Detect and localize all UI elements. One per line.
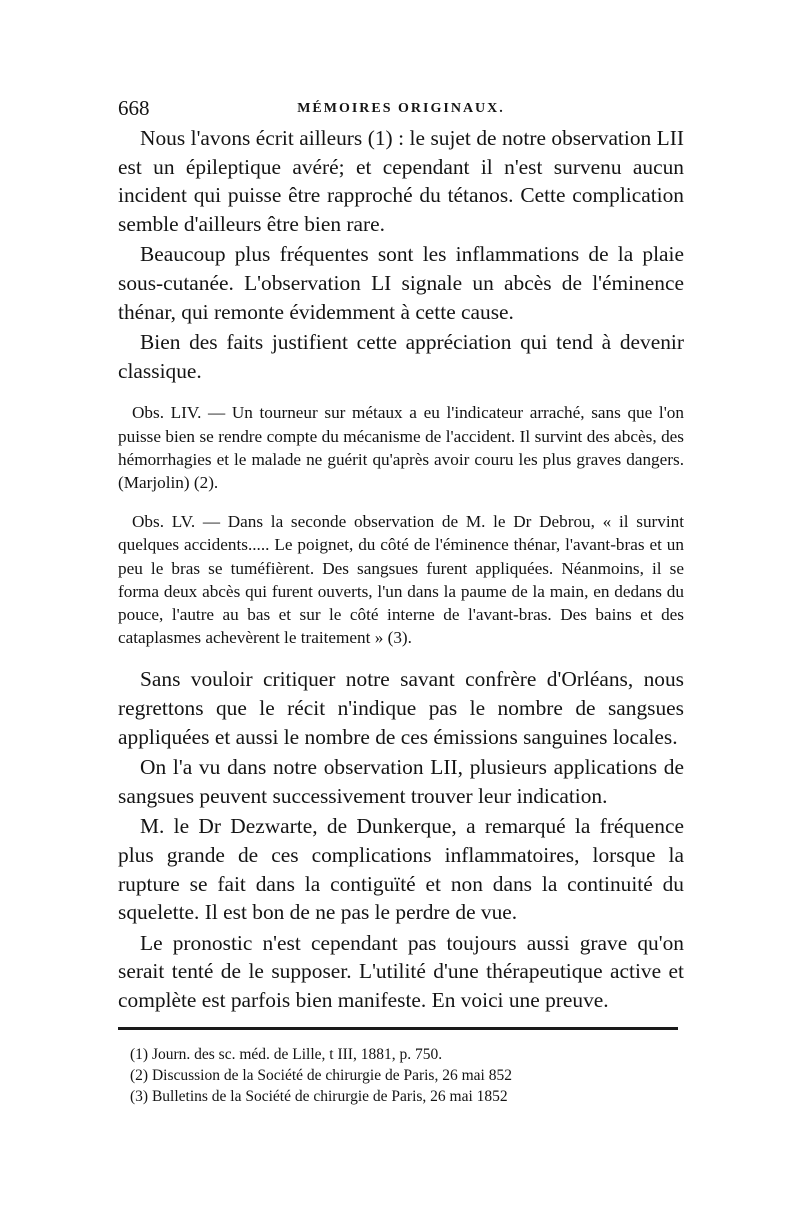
paragraph-7: Le pronostic n'est cependant pas toujours aussi grave qu'on serait tenté de le supposer. L'utilité d'une thérapeutique active et complète est parfois bien manifeste. En voici une preuve. <box>118 930 684 1012</box>
footnote-2: (2) Discussion de la Société de chirurgie de Paris, 26 mai 852 <box>130 1066 512 1084</box>
page-header <box>118 96 684 126</box>
footnotes <box>118 1044 684 1107</box>
page-body <box>118 124 684 1107</box>
paragraph-6: M. le Dr Dezwarte, de Dunkerque, a remarqué la fréquence plus grande de ces complications inflammatoires, lorsque la rupture se fait dans la contiguïté et non dans la continuité du squelette. Il est bon de ne pas le perdre de vue. <box>118 814 684 925</box>
page-number: 668 <box>118 96 150 120</box>
footnote-divider <box>118 1027 678 1030</box>
paragraph-3: Bien des faits justifient cette appréciation qui tend à devenir classique. <box>118 330 684 383</box>
paragraph-1: Nous l'avons écrit ailleurs (1) : le sujet de notre observation LII est un épileptique avéré; et cependant il n'est survenu aucun incident qui puisse être rapproché du tétanos. Cette complication semble d'ailleurs être bien rare. <box>118 126 684 236</box>
observation-liv: Obs. LIV. — Un tourneur sur métaux a eu l'indicateur arraché, sans que l'on puisse bien se rendre compte du mécanisme de l'accident. Il survint des abcès, des hémorrhagies et le malade ne guérit qu'après avoir couru les plus graves dangers. (Marjolin) (2). <box>118 403 684 492</box>
observation-lv: Obs. LV. — Dans la seconde observation de M. le Dr Debrou, « il survint quelques accidents..... Le poignet, du côté de l'éminence thénar, l'avant-bras et un peu le bras se tuméfièrent. Des sangsues furent appliquées. Néanmoins, il se forma deux abcès qui furent ouverts, l'un dans la paume de la main, en dedans du pouce, l'autre au bas et sur le côté interne de l'avant-bras. Des bains et des cataplasmes achevèrent le traitement » (3). <box>118 512 684 648</box>
footnote-1: (1) Journ. des sc. méd. de Lille, t III, 1881, p. 750. <box>130 1045 443 1063</box>
paragraph-5: On l'a vu dans notre observation LII, plusieurs applications de sangsues peuvent successivement trouver leur indication. <box>118 755 684 808</box>
running-title: MÉMOIRES ORIGINAUX. <box>297 101 505 116</box>
paragraph-2: Beaucoup plus fréquentes sont les inflammations de la plaie sous-cutanée. L'observation LI signale un abcès de l'éminence thénar, qui remonte évidemment à cette cause. <box>118 242 684 324</box>
paragraph-4: Sans vouloir critiquer notre savant confrère d'Orléans, nous regrettons que le récit n'indique pas le nombre de sangsues appliquées et aussi le nombre de ces émissions sanguines locales. <box>118 667 684 749</box>
footnote-3: (3) Bulletins de la Société de chirurgie de Paris, 26 mai 1852 <box>130 1087 508 1105</box>
